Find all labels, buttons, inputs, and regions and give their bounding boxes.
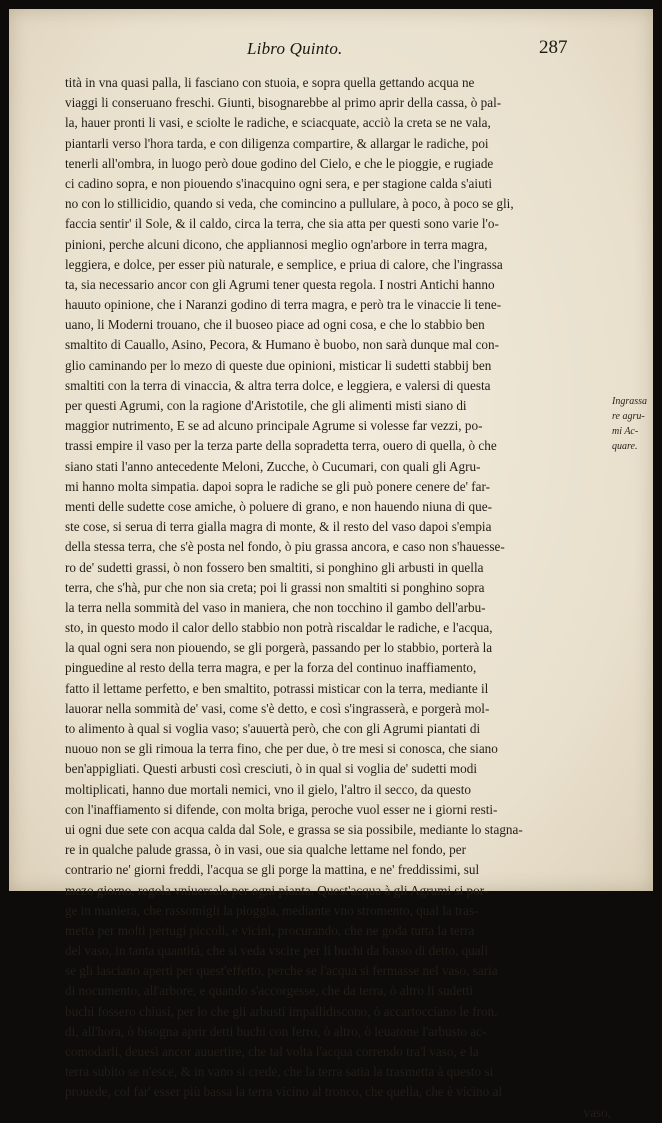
text-line: no con lo stillicidio, quando si veda, che comincino a pullulare, à poco, à poco se gli,	[65, 196, 514, 212]
text-line: terra, che s'hà, pur che non sia creta; poi li grassi non smaltiti si ponghino sopra	[65, 579, 485, 595]
text-line: tenerli all'ombra, in luogo però doue godino del Cielo, e che le pioggie, e rugiade	[65, 155, 494, 171]
text-line: smaltito di Cauallo, Asino, Pecora, & Humano è buobo, non sarà dunque mal con-	[65, 337, 500, 353]
text-line: contrario ne' giorni freddi, l'acqua se gli porge la mattina, e ne' freddissimi, sul	[65, 862, 480, 878]
text-line: comodarli, deuesi ancor auuertire, che tal volta l'acqua correndo tra'l vaso, e la	[65, 1044, 479, 1059]
text-line: lauorar nella sommità de' vasi, come s'è detto, e così s'ingrasserà, e porgerà mol-	[65, 700, 490, 716]
text-line: ta, sia necessario ancor con gli Agrumi tener questa regola. I nostri Antichi hanno	[65, 276, 495, 292]
text-line: pinguedine al resto della terra magra, e per la forza del continuo inaffiamento,	[65, 660, 477, 676]
page-header	[9, 39, 653, 65]
text-line: moltiplicati, hanno due mortali nemici, vno il gielo, l'altro il secco, da questo	[65, 781, 471, 797]
text-line: di, all'hora, ò bisogna aprir detti buchi con ferro, ò altro, ò leuatone l'arbusto ac-	[65, 1023, 487, 1039]
text-line: la qual ogni sera non piouendo, se gli porgerà, passando per lo stabbio, porterà la	[65, 640, 493, 656]
text-line: ui ogni due sete con acqua calda dal Sole, e grassa se sia possibile, mediante lo stagna-	[65, 821, 523, 837]
text-line: smaltiti con la terra di vinaccia, & altra terra dolce, e leggiera, e valersi di questa	[65, 377, 491, 393]
text-line: con l'inaffiamento si difende, con molta briga, peroche vuol esser ne i giorni resti-	[65, 801, 498, 817]
text-line: re in qualche palude grassa, ò in vasi, oue sia qualche lettame nel fondo, per	[65, 842, 466, 858]
text-line: trassi empire il vaso per la terza parte della sopradetta terra, ouero di quella, ò che	[65, 438, 497, 454]
text-line: per questi Agrumi, con la ragione d'Aristotile, che gli alimenti misti siano di	[65, 398, 467, 413]
text-line: piantarli verso l'hora tarda, e con diligenza compartire, & allargar le radiche, poi	[65, 135, 489, 151]
text-line: se gli lasciano aperti per quest'effetto, perche se l'acqua si fermasse nel vaso, saria	[65, 963, 498, 979]
text-line: ben'appigliati. Questi arbusti così cresciuti, ò in qual si voglia de' sudetti modi	[65, 761, 478, 777]
text-line: viaggi li conseruano freschi. Giunti, bisognarebbe al primo aprir della cassa, ò pal-	[65, 95, 502, 111]
text-line: uano, li Moderni trouano, che il buoseo piace ad ogni cosa, e che lo stabbio ben	[65, 317, 485, 333]
text-line: la, hauer pronti li vasi, e sciolte le radiche, e sciacquate, acciò la creta se ne vala,	[65, 115, 491, 131]
text-line: metta per molti pertugi piccoli, e vicini, procurando, che ne goda tutta la terra	[65, 922, 475, 938]
text-line: maggior nutrimento, E se ad alcuno principale Agrume si volesse far vezzi, po-	[65, 418, 483, 434]
text-line: menti delle sudette cose amiche, ò poluere di grano, e non hauendo niuna di que-	[65, 498, 492, 514]
text-line: del vaso, in tanta quantità, che si veda vscire per li buchi da basso di detto, quali	[65, 943, 488, 959]
text-line: hauuto opinione, che i Naranzi godino di terra magra, e però tra le vinaccie li tene-	[65, 297, 502, 313]
text-line: ste cose, si serua di terra gialla magra di monte, & il resto del vaso dapoi s'empia	[65, 519, 492, 535]
margin-note-line: Ingrassa	[612, 396, 648, 407]
text-line: di nocumento, all'arbore, e quando s'accorgesse, che da terra, ò altro li sudetti	[65, 983, 474, 999]
text-line: prouede, col far' esser più bassa la terra vicino al tronco, che quella, che è vicino al	[65, 1084, 503, 1100]
text-line-final: vaso,	[583, 1104, 611, 1120]
text-line: la terra nella sommità del vaso in maniera, che non tocchino il gambo dell'arbu-	[65, 599, 486, 615]
text-line: mi hanno molta simpatia. dapoi sopra le radiche se gli può ponere cenere de' far-	[65, 478, 491, 494]
text-line: tità in vna quasi palla, li fasciano con stuoia, e sopra quella gettando acqua ne	[65, 75, 475, 90]
text-line: sto, in questo modo il calor dello stabbio non potrà riscaldar le radiche, e l'acqua,	[65, 620, 493, 636]
text-line: pinioni, perche alcuni dicono, che appliannosi meglio ogn'arbore in terra magra,	[65, 236, 488, 252]
book-page	[9, 9, 653, 1120]
text-line: ci cadino sopra, e non piouendo s'inacquino ogni sera, e per stagione calda s'aiuti	[65, 175, 492, 191]
margin-note-line: mi Ac-	[612, 426, 639, 437]
margin-note	[612, 394, 652, 454]
text-line: ge in maniera, che rassomigli la pioggia, mediante vno stromento, qual la tras-	[65, 902, 479, 918]
text-line: buchi fossero chiusi, per lo che gli arbusti impallidiscono, ò accartocciano le fron.	[65, 1003, 498, 1019]
text-line: nuouo non se gli rimoua la terra fino, che per due, ò tre mesi si conosca, che siano	[65, 741, 498, 757]
text-line: della stessa terra, che s'è posta nel fondo, ò piu grassa ancora, e caso non s'hauesse-	[65, 539, 505, 555]
text-line: faccia sentir' il Sole, & il caldo, circa la terra, che sia atta per questi sono varie l'o-	[65, 216, 499, 232]
running-head: Libro Quinto.	[247, 39, 343, 58]
page-number: 287	[539, 37, 568, 58]
margin-note-line: re agru-	[612, 411, 645, 422]
text-line: leggiera, e dolce, per esser più naturale, e semplice, e priua di calore, che l'ingrassa	[65, 256, 503, 272]
text-line: siano stati l'anno antecedente Meloni, Zucche, ò Cucumari, con quali gli Agru-	[65, 458, 481, 474]
text-line: terra subito se n'esce, & in vano si crede, che la terra satia la trasmetta à questo si	[65, 1064, 494, 1080]
margin-note-line: quare.	[612, 441, 638, 452]
text-line: mezo giorno, regola vniuersale per ogni pianta. Quest'acqua à gli Agrumi si por-	[65, 882, 489, 898]
text-line: ro de' sudetti grassi, ò non fossero ben smaltiti, si ponghino gli arbusti in quella	[65, 559, 484, 575]
text-line: glio caminando per lo mezo di queste due opinioni, misticar li sudetti stabbij ben	[65, 357, 492, 373]
text-line: to alimento à qual si voglia vaso; s'auuertà però, che con gli Agrumi piantati di	[65, 721, 481, 736]
body-text	[65, 73, 611, 1123]
text-line: fatto il lettame perfetto, e ben smaltito, potrassi misticar con la terra, mediante il	[65, 680, 489, 696]
